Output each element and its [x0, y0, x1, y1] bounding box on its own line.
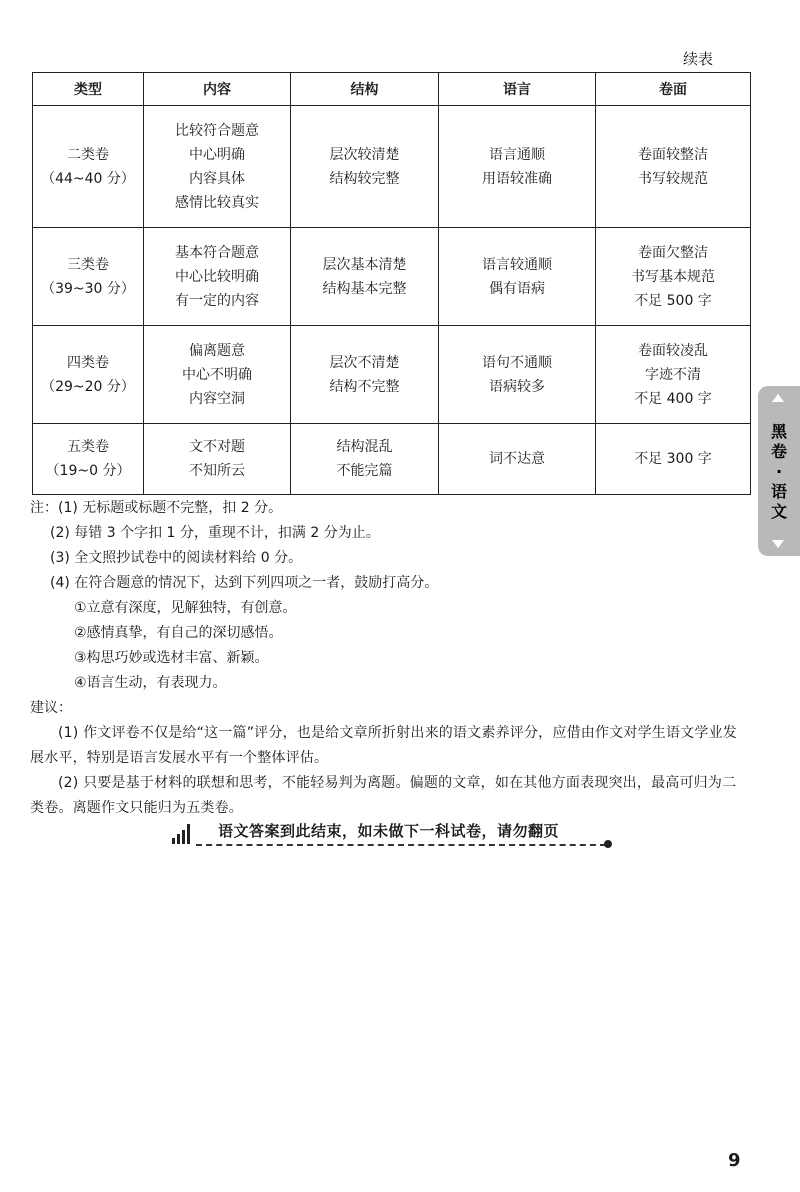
cell-line: 字迹不清 — [645, 366, 701, 383]
header-language: 语言 — [439, 73, 596, 106]
note-1: 注：(1) 无标题或标题不完整，扣 2 分。 — [30, 500, 283, 516]
cell-line: 用语较准确 — [482, 170, 552, 187]
side-tab-label — [758, 422, 800, 522]
cell-type — [33, 228, 144, 326]
cell-line: 五类卷 — [67, 439, 109, 455]
header-surface: 卷面 — [596, 73, 751, 106]
cell-line: （44~40 分） — [41, 170, 135, 187]
table-row — [33, 228, 751, 326]
sub-note-1: ①立意有深度，见解独特，有创意。 — [74, 600, 297, 616]
cell-line: 结构不完整 — [329, 378, 400, 395]
cell-line: 层次较清楚 — [329, 146, 400, 163]
cell-content — [144, 326, 291, 424]
cell-content — [144, 228, 291, 326]
header-type: 类型 — [33, 73, 144, 106]
cell-line: 中心明确 — [189, 146, 245, 163]
end-of-answers-banner — [172, 818, 612, 848]
cell-line: 语病较多 — [489, 378, 545, 395]
cell-line: 语句不通顺 — [482, 354, 552, 371]
cell-type — [33, 326, 144, 424]
note-4: (4) 在符合题意的情况下，达到下列四项之一者，鼓励打高分。 — [50, 575, 439, 591]
table-row — [33, 326, 751, 424]
cell-surface — [596, 228, 751, 326]
continued-label: 续表 — [683, 50, 714, 68]
table-header-row — [33, 73, 751, 106]
cell-line: （19~0 分） — [45, 463, 131, 479]
table-row — [33, 424, 751, 495]
cell-line: 结构较完整 — [329, 170, 400, 187]
cell-content — [144, 424, 291, 495]
header-structure: 结构 — [291, 73, 439, 106]
cell-surface — [596, 326, 751, 424]
cell-language — [439, 326, 596, 424]
cell-line: 不知所云 — [189, 463, 245, 479]
header-content: 内容 — [144, 73, 291, 106]
cell-line: 二类卷 — [67, 146, 109, 163]
cell-line: 不能完篇 — [336, 463, 393, 479]
page-number: 9 — [728, 1150, 741, 1171]
bar-chart-icon — [172, 824, 194, 844]
suggestion-paragraph-2: (2) 只要是基于材料的联想和思考，不能轻易判为离题。偏题的文章，如在其他方面表现突出，最高可归为二类卷。离题作文只能归为五类卷。 — [30, 775, 737, 816]
dot-icon — [604, 840, 612, 848]
subject-side-tab — [758, 386, 800, 556]
cell-structure — [291, 228, 439, 326]
cell-language — [439, 228, 596, 326]
note-3: (3) 全文照抄试卷中的阅读材料给 0 分。 — [50, 550, 303, 566]
cell-line: 不足 300 字 — [634, 451, 712, 467]
suggestion-paragraph-1: (1) 作文评卷不仅是给“这一篇”评分，也是给文章所折射出来的语文素养评分，应借由作文对学生语文学业发展水平，特别是语言发展水平有一个整体评估。 — [30, 725, 737, 766]
cell-line: 文不对题 — [189, 439, 245, 455]
cell-language — [439, 424, 596, 495]
cell-line: 语言较通顺 — [482, 256, 552, 273]
cell-line: 偶有语病 — [489, 280, 545, 297]
cell-line: 中心比较明确 — [175, 268, 259, 285]
cell-structure — [291, 424, 439, 495]
end-banner-text: 语文答案到此结束，如未做下一科试卷，请勿翻页 — [218, 822, 560, 840]
cell-line: 中心不明确 — [182, 366, 252, 383]
cell-line: 不足 400 字 — [634, 390, 712, 407]
cell-line: 结构基本完整 — [322, 280, 407, 297]
cell-line: 书写较规范 — [638, 170, 708, 187]
cell-type — [33, 424, 144, 495]
triangle-up-icon — [772, 394, 784, 402]
cell-line: 有一定的内容 — [175, 292, 259, 309]
cell-line: 比较符合题意 — [175, 122, 259, 139]
sub-note-4: ④语言生动，有表现力。 — [74, 675, 227, 691]
cell-line: 层次基本清楚 — [322, 256, 407, 273]
cell-line: （29~20 分） — [41, 378, 135, 395]
triangle-down-icon — [772, 540, 784, 548]
cell-content — [144, 106, 291, 228]
cell-line: 卷面较整洁 — [638, 146, 708, 163]
cell-line: 偏离题意 — [189, 342, 245, 359]
cell-structure — [291, 106, 439, 228]
cell-line: 书写基本规范 — [631, 268, 715, 285]
table-row — [33, 106, 751, 228]
dashed-divider — [196, 844, 606, 846]
note-2: (2) 每错 3 个字扣 1 分，重现不计，扣满 2 分为止。 — [50, 525, 380, 541]
cell-line: 感情比较真实 — [175, 194, 259, 211]
cell-line: 三类卷 — [67, 256, 109, 273]
cell-line: （39~30 分） — [41, 280, 135, 297]
side-tab-line-2: 语文 — [770, 482, 787, 521]
notes-section — [30, 496, 750, 821]
cell-language — [439, 106, 596, 228]
cell-line: 卷面较凌乱 — [638, 342, 708, 359]
cell-line: 层次不清楚 — [329, 354, 400, 371]
cell-surface — [596, 106, 751, 228]
cell-line: 内容空洞 — [189, 390, 245, 407]
cell-line: 四类卷 — [67, 354, 109, 371]
sub-note-2: ②感情真挚，有自己的深切感悟。 — [74, 625, 283, 641]
cell-line: 内容具体 — [189, 170, 245, 187]
side-tab-line-1: 黑卷 — [770, 422, 787, 461]
cell-line: 不足 500 字 — [634, 292, 712, 309]
cell-line: 结构混乱 — [336, 439, 393, 455]
cell-surface — [596, 424, 751, 495]
cell-type — [33, 106, 144, 228]
cell-structure — [291, 326, 439, 424]
cell-line: 卷面欠整洁 — [638, 244, 708, 261]
cell-line: 基本符合题意 — [175, 244, 259, 261]
suggestion-title: 建议： — [30, 700, 72, 716]
cell-line: 语言通顺 — [489, 146, 545, 163]
cell-line: 词不达意 — [489, 451, 545, 467]
side-tab-dot: · — [775, 462, 783, 481]
grading-table — [32, 72, 751, 495]
sub-note-3: ③构思巧妙或选材丰富、新颖。 — [74, 650, 269, 666]
